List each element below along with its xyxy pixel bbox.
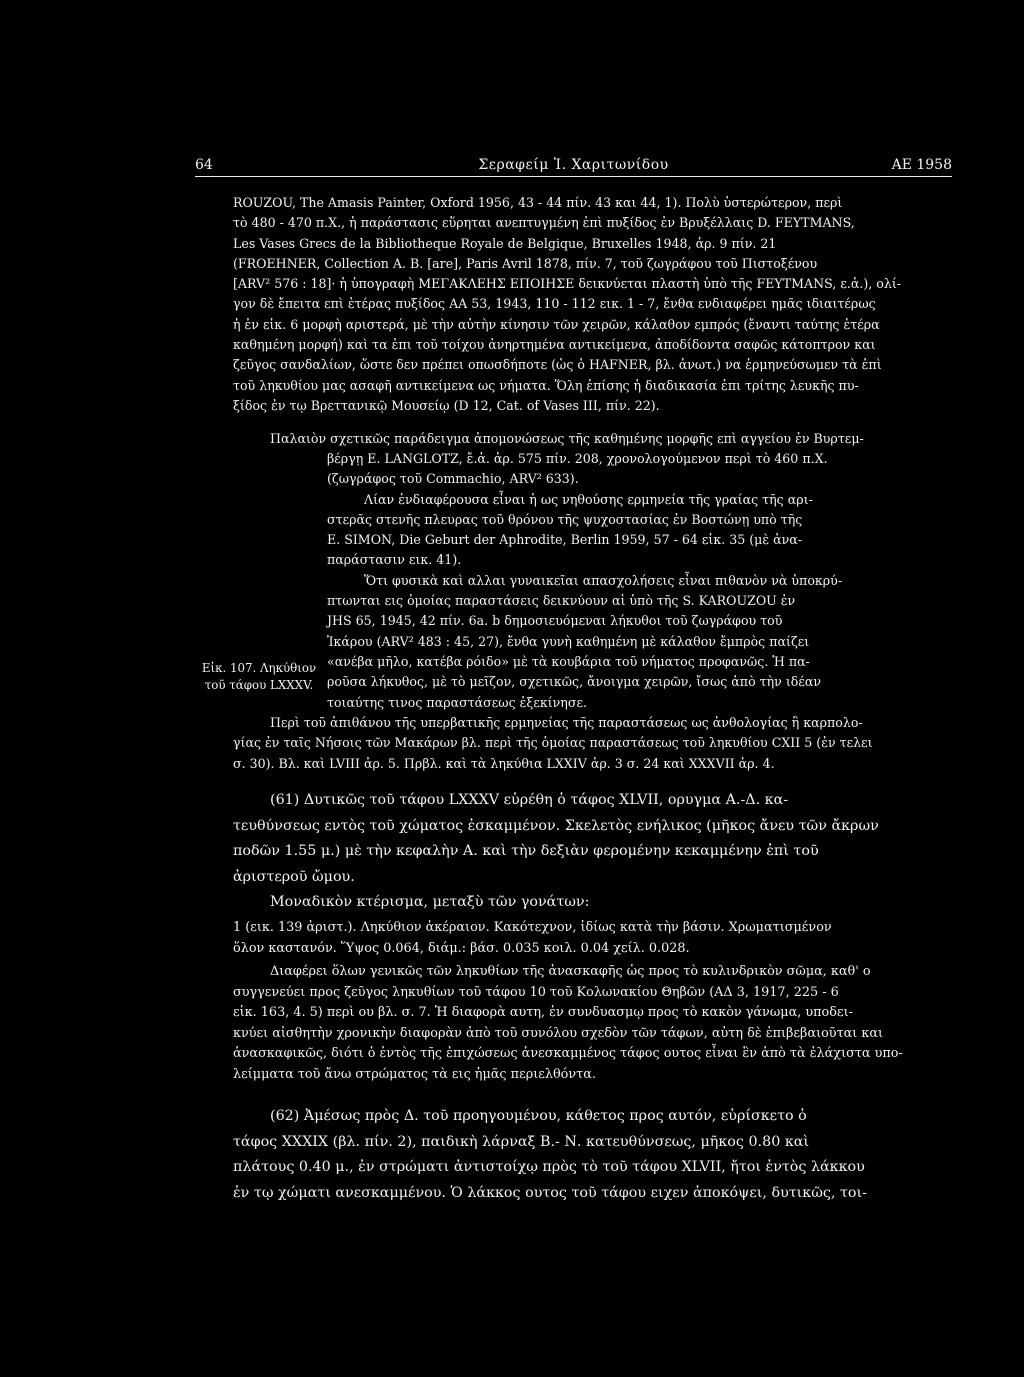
footnote-line: τοιαύτης τινος παραστάσεως ἐξεκίνησε. [327, 694, 587, 710]
figure-caption [194, 660, 324, 694]
body-line: ποδῶν 1.55 μ.) μὲ τὴν κεφαλὴν Α. καὶ τὴν δεξιὰν φερομένην κεκαμμένην ἐπὶ τοῦ [233, 843, 819, 859]
body-line: (62) Ἀμέσως πρὸς Δ. τοῦ προηγουμένου, κάθετος προς αυτόν, εὑρίσκετο ὁ [270, 1108, 807, 1124]
footnote-line: (FROEHNER, Collection A. B. [are], Paris Avril 1878, πίν. 7, τοῦ ζωγράφου τοῦ Πιστοξένου [233, 255, 818, 271]
discussion-line: Διαφέρει ὅλων γενικῶς τῶν ληκυθίων τῆς ἀνασκαφῆς ὡς προς τὸ κυλινδρικὸν σῶμα, καθ' ο [270, 964, 871, 979]
footnote-line: παράστασιν εικ. 41). [327, 552, 462, 568]
footnote-line: τοῦ ληκυθίου μας ασαφῆ αντικείμενα ως νήματα. Ὅλη ἐπίσης ἡ διαδικασία ἐπι τρίτης λευκῆς πυ- [233, 377, 859, 393]
footnote-line: ξίδος ἐν τῳ Βρεττανικῷ Μουσείῳ (D 12, Cat. of Vases III, πίν. 22). [233, 397, 660, 413]
footnote-line: τὸ 480 - 470 π.Χ., ἡ παράστασις εὕρηται ανεπτυγμένη ἐπὶ πυξίδος ἐν Βρυξέλλαις D. FEYTMANS, [233, 215, 855, 231]
footnote-line: πτωνται εις ὁμοίας παραστάσεις δεικνύουν αἱ ὑπὸ τῆς S. KAROUZOU ἐν [327, 593, 796, 609]
object-entry [233, 918, 952, 959]
page-header [195, 155, 952, 175]
object-line: 1 (εικ. 139 ἀριστ.). Ληκύθιον ἀκέραιον. Κακότεχνον, ἰδίως κατὰ τὴν βάσιν. Χρωματισμένον [233, 920, 832, 935]
object-line: ὅλον καστανόν. Ὕψος 0.064, διάμ.: βάσ. 0.035 κοιλ. 0.04 χείλ. 0.028. [233, 940, 690, 956]
footnote-line: Ἰκάρου (ARV² 483 : 45, 27), ἔνθα γυνὴ καθημένη μὲ κάλαθον ἔμπρὸς παίζει [327, 633, 810, 649]
footnote-line: [ARV² 576 : 18]· ἡ ὑπογραφὴ ΜΕΓΑΚΛΕΗΣ ΕΠΟΙΗΣΕ δεικνύεται πλαστὴ ὑπὸ τῆς FEYTMANS, ε.ἀ.), ολί- [233, 276, 902, 292]
footnote-line: γίας ἐν ταῖς Νήσοις τῶν Μακάρων βλ. περὶ τῆς ὁμοίας παραστάσεως τοῦ ληκυθίου CXII 5 (ἐν τελει [233, 735, 873, 751]
discussion-paragraph [233, 962, 952, 1086]
footnote-line: ζεῦγος σανδαλίων, ὥστε δεν πρέπει οπωσδήποτε (ὡς ὁ HAFNER, βλ. ἀνωτ.) να ἑρμηνεύσωμεν τὰ ἐπὶ [233, 357, 882, 373]
discussion-line: ἀνασκαφικῶς, διότι ὁ ἐντὸς τῆς ἐπιχώσεως ἀνεσκαμμένος τάφος ουτος εἶναι ἓν ἀπὸ τὰ ἐλάχιστα υπο- [233, 1046, 903, 1062]
body-para-61 [233, 788, 952, 916]
discussion-line: συγγενεύει προς ζεῦγος ληκυθίων τοῦ τάφου 10 τοῦ Κολωνακίου Θηβῶν (ΑΔ 3, 1917, 225 - 6 [233, 984, 839, 1000]
footnote-line: σ. 30). Βλ. καὶ LVIII ἀρ. 5. Πρβλ. καὶ τὰ ληκύθια LXXIV ἀρ. 3 σ. 24 καὶ XXXVII ἀρ. 4. [233, 755, 775, 771]
discussion-line: εἰκ. 163, 4. 5) περὶ ου βλ. σ. 7. Ἡ διαφορὰ αυτη, ἐν συνδυασμῳ προς τὸ κακὸν γάνωμα, υποδει- [233, 1005, 853, 1021]
footnote-line: (ζωγράφος τοῦ Commachio, ARV² 633). [327, 471, 579, 487]
footnote-intro [233, 193, 952, 416]
footnote-line: ἡ ἐν εἰκ. 6 μορφὴ αριστερά, μὲ τὴν αὐτὴν κίνησιν τῶν χειρῶν, κάλαθον εμπρός (ἔναντι ταύτης ἑτέρα [233, 316, 880, 332]
body-line: ἐν τῳ χώματι ανεσκαμμένου. Ὁ λάκκος ουτος τοῦ τάφου ειχεν ἀποκόψει, δυτικῶς, τοι- [233, 1184, 867, 1201]
header-rule [195, 176, 952, 177]
footnote-line: ROUZOU, The Amasis Painter, Oxford 1956, 43 - 44 πίν. 43 και 44, 1). Πολὺ ὑστερώτερον, περὶ [233, 195, 843, 210]
footnote-closing [233, 713, 952, 774]
discussion-line: κνύει αἰσθητὴν χρονικὴν διαφορὰν ἀπὸ τοῦ συνόλου σχεδὸν τῶν τάφων, αὐτη δὲ ἐπιβεβαιοῦται και [233, 1025, 884, 1041]
footnote-line: Περὶ τοῦ ἀπιθάνου τῆς υπερβατικῆς ερμηνείας τῆς παραστάσεως ως ἀνθολογίας ἢ καρπολο- [270, 715, 863, 730]
running-title: Σεραφείμ Ἰ. Χαριτωνίδου [478, 157, 669, 173]
footnote-wide-line: Παλαιὸν σχετικῶς παράδειγμα ἀπομονώσεως τῆς καθημένης μορφῆς επὶ αγγείου ἐν Βυρτεμ- [270, 431, 864, 446]
footnote-line: καθημένη μορφή) καὶ τα ἐπι τοῦ τοίχου ἀνηρτημένα αντικείμενα, ἀποδίδοντα σαφῶς κάτοπτρον και [233, 337, 876, 353]
discussion-line: λείμματα τοῦ ἄνω στρώματος τὰ εις ἡμᾶς περιελθόντα. [233, 1066, 596, 1082]
footnote-line: Λίαν ἐνδιαφέρουσα εἶναι ἡ ως νηθούσης ερμηνεία τῆς γραίας τῆς αρι- [364, 491, 813, 507]
offering-heading: Μοναδικὸν κτέρισμα, μεταξὺ τῶν γονάτων: [270, 894, 590, 910]
footnote-column [327, 449, 952, 713]
figure-caption-line: τοῦ τάφου LXXXV. [204, 678, 314, 692]
footnote-line: «ανέβα μῆλο, κατέβα ρόιδο» μὲ τὰ κουβάρια τοῦ νήματος προφανῶς. Ἡ πα- [327, 653, 810, 669]
footnote-line: στερᾶς στενῆς πλευρας τοῦ θρόνου τῆς ψυχοστασίας ἐν Βοστώνῃ υπὸ τῆς [327, 511, 803, 527]
body-line: τάφος XXXIX (βλ. πίν. 2), παιδικὴ λάρναξ Β.- Ν. κατευθύνσεως, μῆκος 0.80 καὶ [233, 1133, 810, 1150]
footnote-line: βέργῃ E. LANGLOTZ, ἔ.ἀ. ἀρ. 575 πίν. 208, χρονολογούμενον περὶ τὸ 460 π.Χ. [327, 451, 828, 466]
footnote-line: ροῦσα λήκυθος, μὲ τὸ μεῖζον, σχετικῶς, ἄνοιγμα χειρῶν, ἴσως ἀπὸ τὴν ιδέαν [327, 674, 822, 690]
body-line: (61) Δυτικῶς τοῦ τάφου LXXXV εὑρέθη ὁ τάφος XLVII, ορυγμα Α.-Δ. κα- [270, 792, 789, 808]
journal-reference: ΑΕ 1958 [891, 157, 952, 173]
footnote-line: JHS 65, 1945, 42 πίν. 6a. b δημοσιευόμεναι λήκυθοι τοῦ ζωγράφου τοῦ [327, 613, 783, 629]
figure-caption-line: Εἰκ. 107. Ληκύθιον [201, 661, 317, 675]
footnote-line: Ὅτι φυσικὰ καὶ αλλαι γυναικεῖαι απασχολήσεις εἶναι πιθανὸν νὰ ὑποκρύ- [364, 572, 843, 588]
footnote-line: E. SIMON, Die Geburt der Aphrodite, Berlin 1959, 57 - 64 εἰκ. 35 (μὲ ἀνα- [327, 532, 803, 548]
body-line: τευθύνσεως εντὸς τοῦ χώματος ἐσκαμμένον. Σκελετὸς ενήλικος (μῆκος ἄνευ τῶν ἄκρων [233, 817, 879, 834]
footnote-line: Les Vases Grecs de la Bibliotheque Royale de Belgique, Bruxelles 1948, ἀρ. 9 πίν. 21 [233, 235, 777, 251]
page-number: 64 [195, 157, 213, 173]
footnote-line: γον δὲ ἔπειτα επὶ ἑτέρας πυξίδος ΑΑ 53, 1943, 110 - 112 εικ. 1 - 7, ἔνθα ενδιαφέρει ημᾶς ιδιαιτέρως [233, 296, 876, 312]
body-line: ἀριστεροῦ ὤμου. [233, 868, 355, 885]
body-line: πλάτους 0.40 μ., ἐν στρώματι ἀντιστοίχῳ πρὸς τὸ τοῦ τάφου XLVII, ἤτοι ἐντὸς λάκκου [233, 1159, 865, 1175]
body-para-62 [233, 1104, 952, 1206]
